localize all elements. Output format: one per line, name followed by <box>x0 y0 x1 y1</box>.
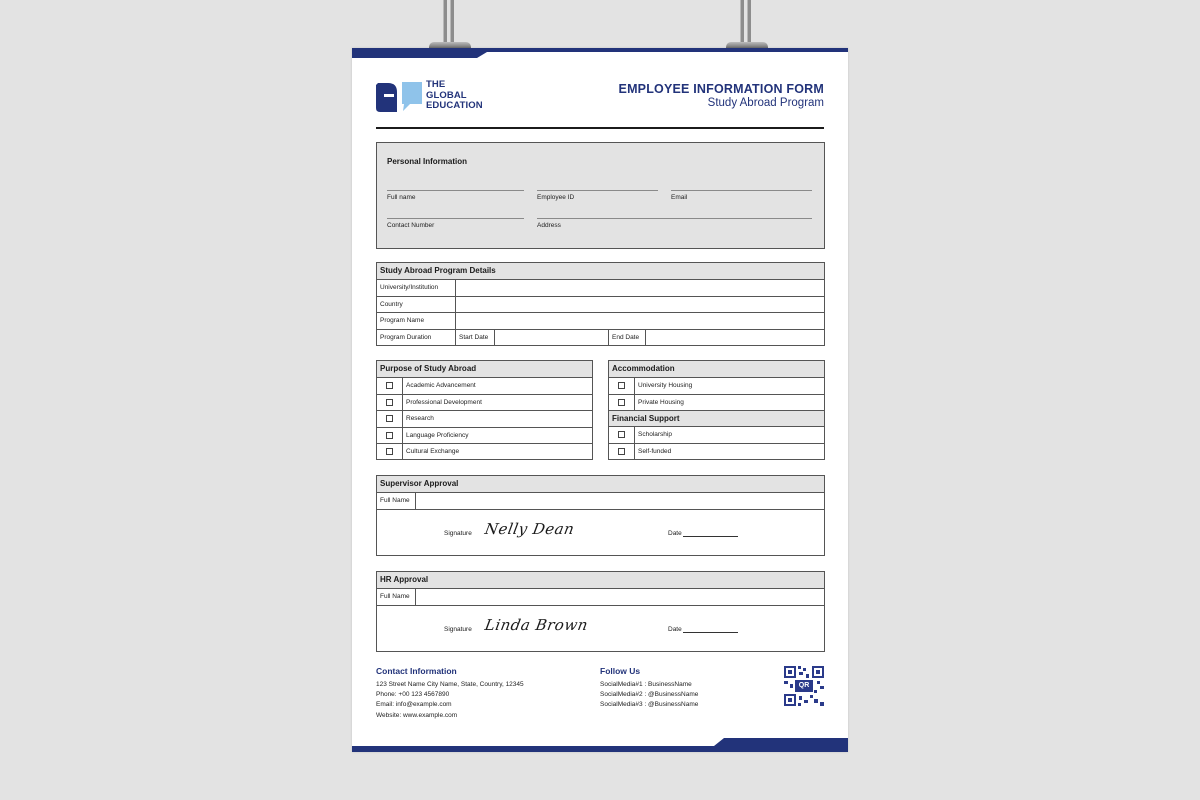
cell-divider <box>634 444 635 460</box>
checkbox-icon[interactable] <box>386 415 393 422</box>
financial-option[interactable] <box>609 443 824 460</box>
qr-label: QR <box>795 680 813 692</box>
qr-code-icon <box>784 666 824 706</box>
end-date-label: End Date <box>612 333 640 341</box>
row-label: Program Name <box>380 317 425 324</box>
signature-area[interactable] <box>377 605 824 651</box>
form-heading <box>619 82 824 109</box>
header-divider <box>376 127 824 129</box>
organization-logo <box>376 80 496 116</box>
cell-divider <box>415 493 416 509</box>
contact-details <box>376 680 524 721</box>
employee-id-field[interactable] <box>537 190 658 201</box>
section-title: Financial Support <box>609 410 824 426</box>
option-label: Language Proficiency <box>406 431 469 439</box>
option-label: Self-funded <box>638 447 672 455</box>
row-label: Program Duration <box>380 333 432 341</box>
field-label: Email <box>671 194 688 201</box>
follow-heading: Follow Us <box>600 666 641 676</box>
purpose-option[interactable] <box>377 443 592 460</box>
cell-divider <box>402 428 403 444</box>
cell-divider <box>455 297 456 313</box>
signature: Nelly Dean <box>483 519 576 538</box>
option-label: Professional Development <box>406 398 482 406</box>
university-row[interactable] <box>377 279 824 296</box>
financial-option[interactable] <box>609 426 824 443</box>
accommodation-option[interactable] <box>609 377 824 394</box>
cell-divider <box>455 313 456 329</box>
top-accent-band <box>352 48 848 60</box>
contact-website: Website: www.example.com <box>376 711 458 719</box>
start-date-label: Start Date <box>459 333 489 341</box>
contact-phone: Phone: +00 123 4567890 <box>376 691 450 699</box>
chat-bubble-logo-icon <box>376 80 422 116</box>
field-label: Address <box>537 222 561 229</box>
hr-approval-section <box>376 571 825 652</box>
checkbox-icon[interactable] <box>618 431 625 438</box>
cell-divider <box>402 395 403 411</box>
accommodation-option[interactable] <box>609 394 824 411</box>
program-details-section <box>376 262 825 346</box>
form-subtitle: Study Abroad Program <box>707 97 824 109</box>
clip-wire <box>747 0 751 46</box>
field-line <box>387 218 524 219</box>
cell-divider <box>402 378 403 394</box>
signature-label: Signature <box>444 625 472 633</box>
logo-line: EDUCATION <box>426 100 483 111</box>
social-list <box>600 680 698 711</box>
field-line <box>671 190 812 191</box>
section-title: HR Approval <box>377 572 824 588</box>
signature-label: Signature <box>444 529 472 537</box>
checkbox-icon[interactable] <box>386 432 393 439</box>
option-label: Private Housing <box>638 398 684 406</box>
full-name-field[interactable] <box>387 190 524 201</box>
date-label: Date <box>668 625 682 633</box>
cell-divider <box>634 378 635 394</box>
logo-wordmark <box>426 80 483 112</box>
cell-divider <box>608 330 609 346</box>
option-label: Scholarship <box>638 431 672 438</box>
social-item: SocialMedia#3 : @BusinessName <box>600 701 699 709</box>
checkbox-icon[interactable] <box>618 382 625 389</box>
address-field[interactable] <box>537 218 812 229</box>
checkbox-icon[interactable] <box>386 399 393 406</box>
purpose-option[interactable] <box>377 410 592 427</box>
section-title: Accommodation <box>609 361 824 377</box>
email-field[interactable] <box>671 190 812 201</box>
contact-address: 123 Street Name City Name, State, Country, 12345 <box>376 681 524 688</box>
section-title: Supervisor Approval <box>377 476 824 492</box>
logo-line: GLOBAL <box>426 89 467 101</box>
clip-wire <box>443 0 447 46</box>
purpose-section <box>376 360 593 460</box>
date-line[interactable] <box>683 632 738 633</box>
contact-heading: Contact Information <box>376 666 457 676</box>
full-name-row[interactable] <box>377 588 824 605</box>
bottom-accent-band <box>352 736 848 752</box>
cell-divider <box>402 411 403 427</box>
cell-divider <box>634 395 635 411</box>
field-label: Employee ID <box>537 194 575 201</box>
field-line <box>537 218 812 219</box>
date-label: Date <box>668 529 682 537</box>
option-label: Research <box>406 415 434 422</box>
row-label: Country <box>380 300 403 308</box>
row-label: Full Name <box>380 497 410 504</box>
program-name-row[interactable] <box>377 312 824 329</box>
signature-area[interactable] <box>377 509 824 555</box>
purpose-option[interactable] <box>377 427 592 444</box>
option-label: Cultural Exchange <box>406 448 460 455</box>
social-item: SocialMedia#1 : BusinessName <box>600 681 692 688</box>
field-line <box>387 190 524 191</box>
cell-divider <box>415 589 416 605</box>
checkbox-icon[interactable] <box>386 448 393 455</box>
clip-wire <box>740 0 744 46</box>
form-document <box>352 48 848 752</box>
contact-number-field[interactable] <box>387 218 524 229</box>
date-line[interactable] <box>683 536 738 537</box>
purpose-option[interactable] <box>377 377 592 394</box>
signature: Linda Brown <box>483 615 590 634</box>
cell-divider <box>455 280 456 296</box>
field-line <box>537 190 658 191</box>
logo-line: THE <box>426 79 446 90</box>
checkbox-icon[interactable] <box>618 448 625 455</box>
cell-divider <box>645 330 646 346</box>
row-label: University/Institution <box>380 284 439 291</box>
checkbox-icon[interactable] <box>386 382 393 389</box>
option-label: University Housing <box>638 382 693 389</box>
country-row[interactable] <box>377 296 824 313</box>
clip-wire <box>450 0 454 46</box>
field-label: Contact Number <box>387 222 435 229</box>
supervisor-approval-section <box>376 475 825 556</box>
cell-divider <box>494 330 495 346</box>
program-duration-row[interactable] <box>377 329 824 346</box>
purpose-option[interactable] <box>377 394 592 411</box>
field-label: Full name <box>387 194 416 201</box>
section-title: Purpose of Study Abroad <box>377 361 592 377</box>
accommodation-financial-section <box>608 360 825 460</box>
contact-email: Email: info@example.com <box>376 701 452 709</box>
checkbox-icon[interactable] <box>618 399 625 406</box>
section-title: Study Abroad Program Details <box>377 263 824 279</box>
cell-divider <box>402 444 403 460</box>
personal-information-section <box>376 142 825 249</box>
full-name-row[interactable] <box>377 492 824 509</box>
cell-divider <box>455 330 456 346</box>
row-label: Full Name <box>380 593 410 600</box>
form-title: EMPLOYEE INFORMATION FORM <box>618 82 824 96</box>
section-title: Personal Information <box>387 157 468 166</box>
option-label: Academic Advancement <box>406 382 476 389</box>
social-item: SocialMedia#2 : @BusinessName <box>600 691 699 699</box>
cell-divider <box>634 427 635 443</box>
